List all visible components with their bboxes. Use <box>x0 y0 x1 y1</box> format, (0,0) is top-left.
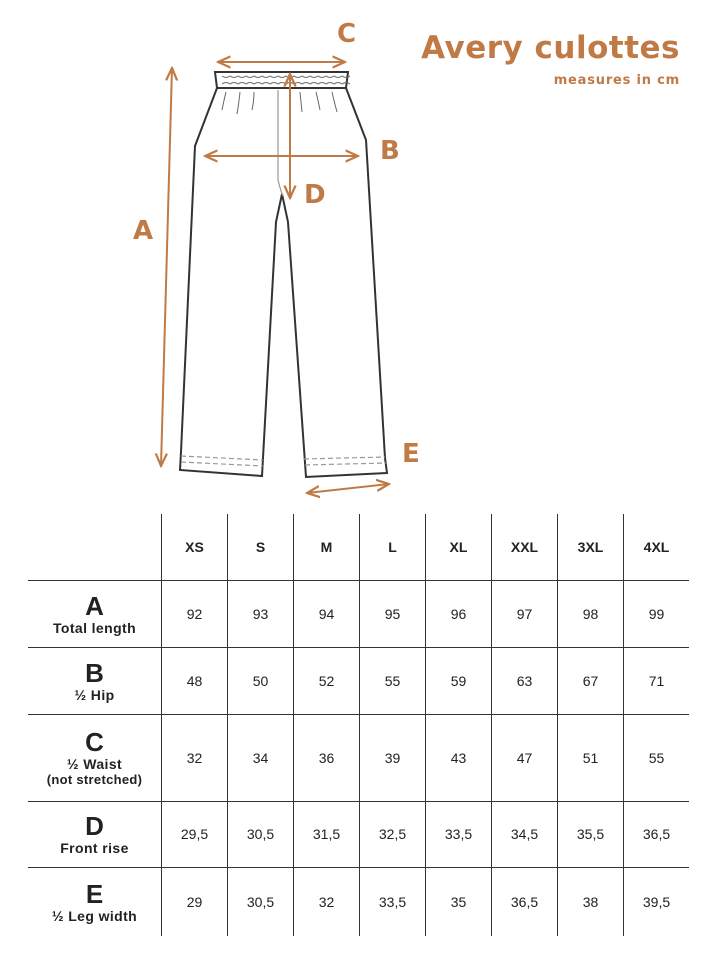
table-header-row <box>28 514 689 580</box>
row-name: Front rise <box>60 840 129 856</box>
table-cell: 43 <box>426 714 492 801</box>
table-cell: 30,5 <box>228 801 294 867</box>
row-letter: E <box>85 878 104 909</box>
table-cell: 63 <box>492 647 558 714</box>
row-name: ½ Leg width <box>51 907 138 924</box>
row-header <box>28 580 162 647</box>
table-cell: 67 <box>558 647 624 714</box>
measure-e-label: E <box>402 439 420 469</box>
table-row <box>28 801 689 867</box>
table-cell: 96 <box>426 580 492 647</box>
table-cell: 50 <box>228 647 294 714</box>
table-cell: 29,5 <box>162 801 228 867</box>
size-header-xxl: XXL <box>492 514 558 580</box>
table-cell: 47 <box>492 714 558 801</box>
row-letter: A <box>85 590 104 621</box>
table-cell: 34,5 <box>492 801 558 867</box>
table-cell: 39,5 <box>624 867 690 936</box>
table-cell: 92 <box>162 580 228 647</box>
table-cell: 55 <box>624 714 690 801</box>
measure-a-label: A <box>133 216 154 246</box>
table-cell: 35,5 <box>558 801 624 867</box>
table-row <box>28 647 689 714</box>
row-name: ½ Waist <box>66 756 123 772</box>
row-letter: C <box>85 727 104 757</box>
table-cell: 34 <box>228 714 294 801</box>
table-cell: 32 <box>294 867 360 936</box>
table-cell: 36,5 <box>624 801 690 867</box>
table-cell: 33,5 <box>360 867 426 936</box>
table-cell: 32,5 <box>360 801 426 867</box>
table-row <box>28 867 689 936</box>
measure-c-label: C <box>337 19 357 49</box>
table-cell: 36,5 <box>492 867 558 936</box>
table-cell: 97 <box>492 580 558 647</box>
size-header-3xl: 3XL <box>558 514 624 580</box>
row-header <box>28 801 162 867</box>
table-cell: 99 <box>624 580 690 647</box>
table-cell: 52 <box>294 647 360 714</box>
table-cell: 95 <box>360 580 426 647</box>
measure-e-arrow <box>307 484 389 493</box>
table-cell: 98 <box>558 580 624 647</box>
table-cell: 94 <box>294 580 360 647</box>
row-name: ½ Hip <box>74 686 115 703</box>
row-letter: B <box>85 657 104 688</box>
size-header-xs: XS <box>162 514 228 580</box>
page-subtitle: measures in cm <box>553 73 680 88</box>
row-note: (not stretched) <box>46 772 143 787</box>
table-cell: 39 <box>360 714 426 801</box>
table-cell: 55 <box>360 647 426 714</box>
table-cell: 30,5 <box>228 867 294 936</box>
table-cell: 38 <box>558 867 624 936</box>
culottes-illustration <box>180 72 387 477</box>
table-cell: 33,5 <box>426 801 492 867</box>
table-cell: 35 <box>426 867 492 936</box>
table-cell: 59 <box>426 647 492 714</box>
table-corner-cell <box>28 514 162 580</box>
row-header <box>28 867 162 936</box>
size-header-m: M <box>294 514 360 580</box>
size-header-xl: XL <box>426 514 492 580</box>
table-cell: 71 <box>624 647 690 714</box>
row-header <box>28 714 162 801</box>
row-letter: D <box>85 811 104 841</box>
table-row <box>28 580 689 647</box>
size-header-s: S <box>228 514 294 580</box>
row-header <box>28 647 162 714</box>
size-chart-table <box>28 514 689 936</box>
measure-d-label: D <box>304 180 326 210</box>
table-cell: 32 <box>162 714 228 801</box>
measure-b-label: B <box>380 136 400 166</box>
table-cell: 31,5 <box>294 801 360 867</box>
table-cell: 93 <box>228 580 294 647</box>
table-cell: 36 <box>294 714 360 801</box>
table-cell: 29 <box>162 867 228 936</box>
table-cell: 51 <box>558 714 624 801</box>
page-title: Avery culottes <box>421 30 680 66</box>
table-cell: 48 <box>162 647 228 714</box>
size-header-4xl: 4XL <box>624 514 690 580</box>
row-name: Total length <box>52 619 137 636</box>
size-header-l: L <box>360 514 426 580</box>
table-row <box>28 714 689 801</box>
measure-a-arrow <box>161 68 172 466</box>
